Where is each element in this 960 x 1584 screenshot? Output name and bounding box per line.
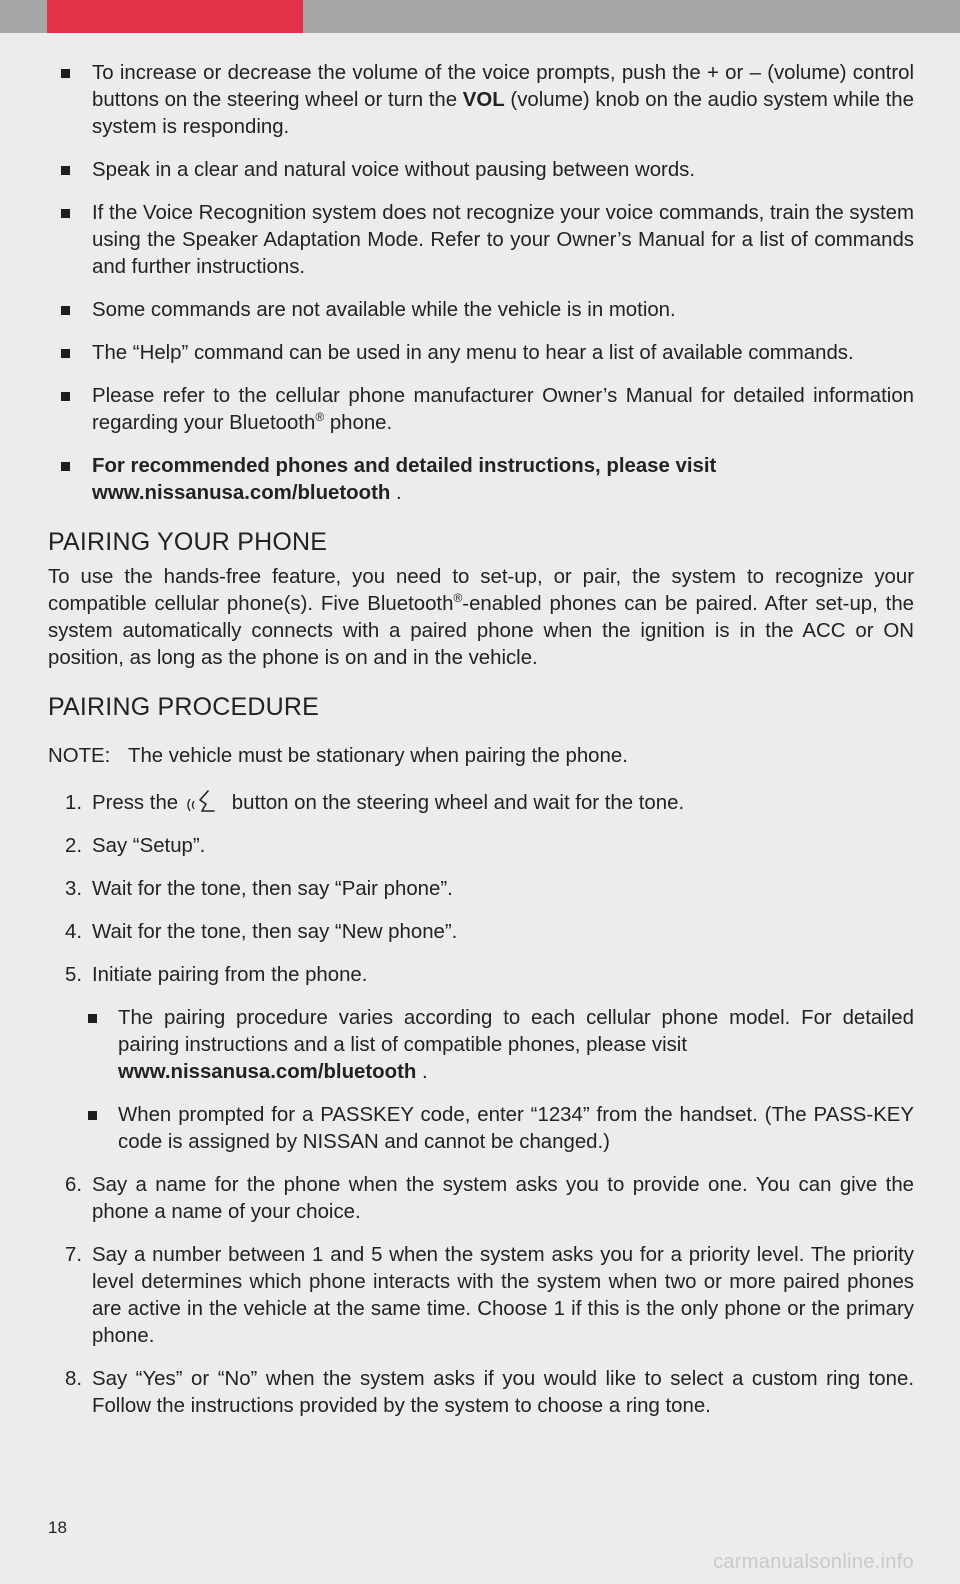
text-run: phone. (324, 412, 393, 434)
step-number: 5. (64, 964, 82, 986)
step-item (48, 919, 914, 946)
square-bullet-icon (61, 392, 70, 401)
text-run: To increase or decrease the volume of the voice prompts, push the + or – (volume) control buttons on the steering wheel or turn the (92, 62, 914, 111)
registered-mark: ® (453, 591, 463, 606)
bullet-item (48, 60, 914, 141)
sub-bullet-item (92, 1102, 914, 1156)
bold-text: www.nissanusa.com/bluetooth (92, 482, 391, 504)
square-bullet-icon (61, 69, 70, 78)
pairing-steps-list (48, 790, 914, 1420)
step-item (48, 962, 914, 1156)
text-run: Press the (92, 792, 179, 814)
tips-bullet-list (48, 60, 914, 507)
bold-text: www.nissanusa.com/bluetooth (118, 1061, 417, 1083)
square-bullet-icon (61, 462, 70, 471)
note (48, 743, 914, 770)
pairing-procedure-heading: PAIRING PROCEDURE (48, 693, 320, 721)
text-run: Say a name for the phone when the system asks you to provide one. You can give the phone a name of your choice. (92, 1174, 914, 1223)
text-run: Say “Setup”. (92, 835, 206, 857)
step-item (48, 790, 914, 817)
text-run: -enabled phones can be paired. After set-up, the system automatically connects with a paired phone when the ignition is in the ACC or ON position, as long as the phone is on and in the vehicle. (48, 593, 915, 669)
bullet-item (48, 453, 914, 507)
text-run: If the Voice Recognition system does not recognize your voice commands, train the system using the Speaker Adaptation Mode. Refer to your Owner’s Manual for a list of commands and further instructions. (92, 202, 914, 278)
square-bullet-icon (61, 209, 70, 218)
step-item (48, 1366, 914, 1420)
header-bar (0, 0, 960, 33)
watermark: carmanualsonline.info (713, 1551, 914, 1573)
sub-bullet-item (92, 1005, 914, 1086)
registered-mark: ® (315, 410, 325, 425)
text-run: Wait for the tone, then say “Pair phone”. (92, 878, 453, 900)
bullet-item (48, 383, 914, 437)
text-run: . (390, 482, 402, 504)
text-run: (volume) knob on the audio system while the system is responding. (92, 89, 914, 138)
step-number: 8. (64, 1368, 82, 1390)
step-item (48, 1242, 914, 1350)
step-number: 1. (64, 792, 82, 814)
bullet-item (48, 297, 914, 324)
step-number: 3. (64, 878, 82, 900)
text-run: Say “Yes” or “No” when the system asks if you would like to select a custom ring tone. Follow the instructions provided by the system to choose a ring tone. (92, 1368, 914, 1417)
pairing-your-phone-heading: PAIRING YOUR PHONE (48, 528, 328, 556)
bullet-item (48, 340, 914, 367)
square-bullet-icon (88, 1014, 97, 1023)
talk-button-icon (186, 790, 220, 814)
text-run: The “Help” command can be used in any menu to hear a list of available commands. (92, 342, 854, 364)
text-run: When prompted for a PASSKEY code, enter “1234” from the handset. (The PASS-KEY code is assigned by NISSAN and cannot be changed.) (118, 1104, 914, 1153)
step-number: 4. (64, 921, 82, 943)
text-run: Initiate pairing from the phone. (92, 964, 368, 986)
text-run: The pairing procedure varies according to each cellular phone model. For detailed pairing instructions and a list of compatible phones, please visit (118, 1007, 914, 1056)
page-content (48, 60, 914, 1436)
header-accent (47, 0, 303, 33)
text-run: Speak in a clear and natural voice without pausing between words. (92, 159, 696, 181)
text-run: Say a number between 1 and 5 when the system asks you for a priority level. The priority level determines which phone interacts with the system when two or more paired phones are active in the vehicle at the same time. Choose 1 if this is the only phone or the primary phone. (92, 1244, 914, 1347)
square-bullet-icon (88, 1111, 97, 1120)
square-bullet-icon (61, 166, 70, 175)
step-number: 7. (64, 1244, 82, 1266)
step-sub-bullet-list (92, 1005, 914, 1156)
text-run: To use the hands-free feature, you need to set-up, or pair, the system to recognize your compatible cellular phone(s). Five Bluetooth (48, 566, 914, 615)
text-run: Some commands are not available while the vehicle is in motion. (92, 299, 676, 321)
text-run: Please refer to the cellular phone manufacturer Owner’s Manual for detailed information regarding your Bluetooth (92, 385, 914, 434)
note-label: NOTE: (48, 745, 111, 767)
bold-text: VOL (462, 89, 505, 111)
text-run: . (416, 1061, 428, 1083)
step-number: 6. (64, 1174, 82, 1196)
bold-text: For recommended phones and detailed instructions, please visit (92, 455, 717, 477)
step-item (48, 833, 914, 860)
text-run: Wait for the tone, then say “New phone”. (92, 921, 458, 943)
square-bullet-icon (61, 349, 70, 358)
step-item (48, 876, 914, 903)
bullet-item (48, 157, 914, 184)
note-text: The vehicle must be stationary when pairing the phone. (128, 745, 628, 767)
pairing-intro-paragraph (48, 564, 914, 672)
square-bullet-icon (61, 306, 70, 315)
bullet-item (48, 200, 914, 281)
page-number: 18 (48, 1518, 67, 1537)
step-item (48, 1172, 914, 1226)
step-number: 2. (64, 835, 82, 857)
text-run: button on the steering wheel and wait for the tone. (226, 792, 685, 814)
